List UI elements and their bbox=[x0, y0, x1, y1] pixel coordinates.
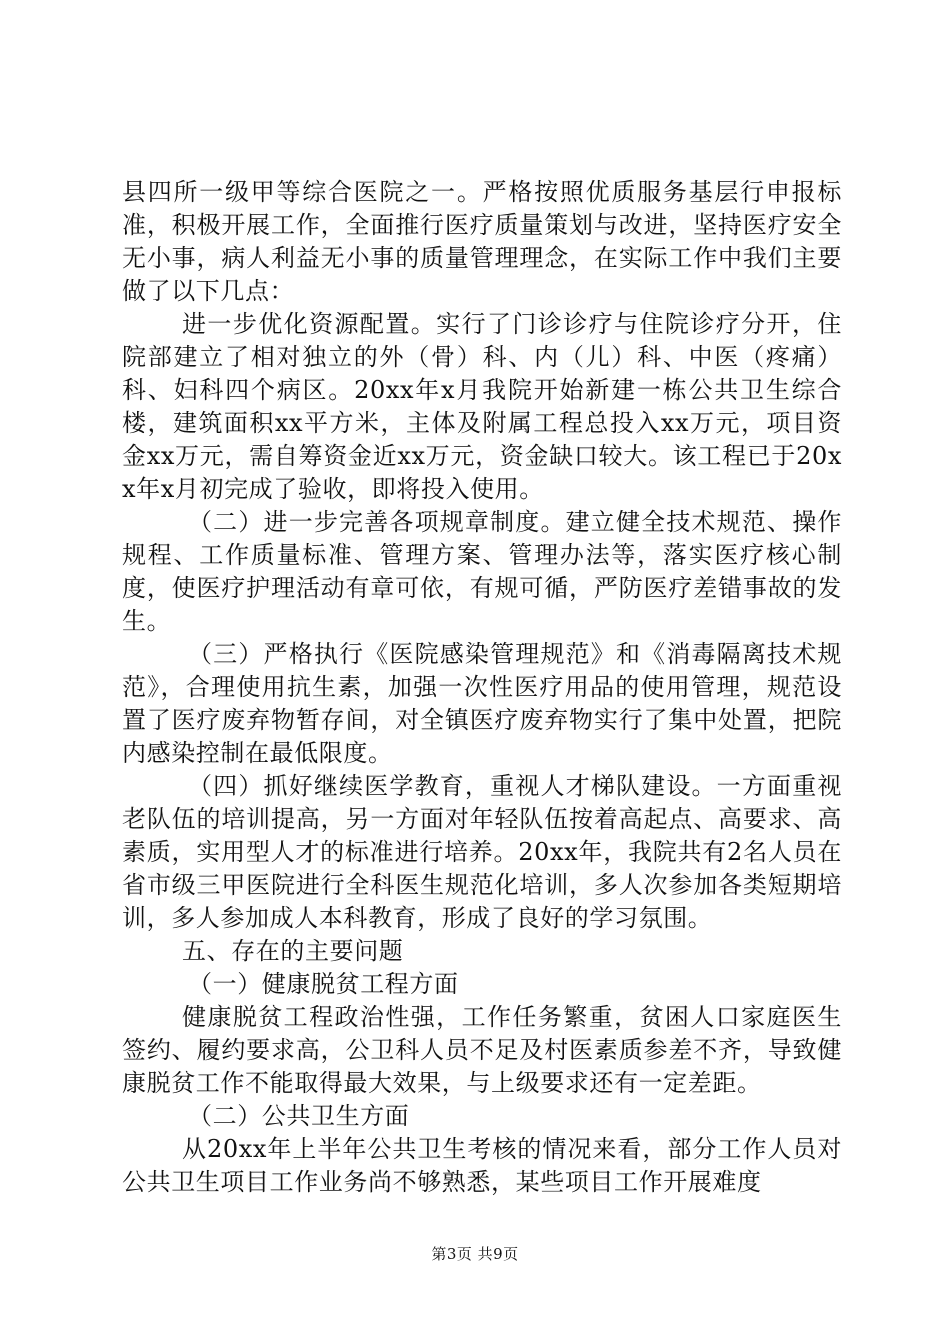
paragraph-hospital-intro: 县四所一级甲等综合医院之一。严格按照优质服务基层行申报标准，积极开展工作，全面推行医疗质量策划与改进，坚持医疗安全无小事，病人利益无小事的质量管理理念，在实际工作中我们主要做了以下几点： bbox=[122, 178, 842, 305]
paragraph-public-health: 从20xx年上半年公共卫生考核的情况来看，部分工作人员对公共卫生项目工作业务尚不够熟悉，某些项目工作开展难度 bbox=[122, 1135, 842, 1196]
paragraph-continuing-education: （四）抓好继续医学教育，重视人才梯队建设。一方面重视老队伍的培训提高，另一方面对年轻队伍按着高起点、高要求、高素质，实用型人才的标准进行培养。20xx年，我院共有2名人员在省市级三甲医院进行全科医生规范化培训，多人次参加各类短期培训，多人参加成人本科教育，形成了良好的学习氛围。 bbox=[122, 772, 842, 932]
paragraph-rules-regulations: （二）进一步完善各项规章制度。建立健全技术规范、操作规程、工作质量标准、管理方案、管理办法等，落实医疗核心制度，使医疗护理活动有章可依，有规可循，严防医疗差错事故的发生。 bbox=[122, 508, 842, 635]
paragraph-resource-allocation: 进一步优化资源配置。实行了门诊诊疗与住院诊疗分开，住院部建立了相对独立的外（骨）科、内（儿）科、中医（疼痛）科、妇科四个病区。20xx年x月我院开始新建一栋公共卫生综合楼，建筑面积xx平方米，主体及附属工程总投入xx万元，项目资金xx万元，需自筹资金近xx万元，资金缺口较大。该工程已于20xx年x月初完成了验收，即将投入使用。 bbox=[122, 310, 842, 503]
paragraph-health-poverty: 健康脱贫工程政治性强，工作任务繁重，贫困人口家庭医生签约、履约要求高，公卫科人员不足及村医素质参差不齐，导致健康脱贫工作不能取得最大效果，与上级要求还有一定差距。 bbox=[122, 1003, 842, 1097]
subheading-public-health: （二）公共卫生方面 bbox=[188, 1102, 410, 1130]
page-number-footer: 第3页 共9页 bbox=[431, 1245, 519, 1263]
paragraph-infection-control: （三）严格执行《医院感染管理规范》和《消毒隔离技术规范》，合理使用抗生素，加强一次性医疗用品的使用管理，规范设置了医疗废弃物暂存间，对全镇医疗废弃物实行了集中处置，把院内感染控制在最低限度。 bbox=[122, 640, 842, 767]
document-body bbox=[122, 176, 842, 1199]
subheading-health-poverty: （一）健康脱贫工程方面 bbox=[188, 970, 459, 998]
section-heading-main-problems: 五、存在的主要问题 bbox=[182, 937, 404, 965]
